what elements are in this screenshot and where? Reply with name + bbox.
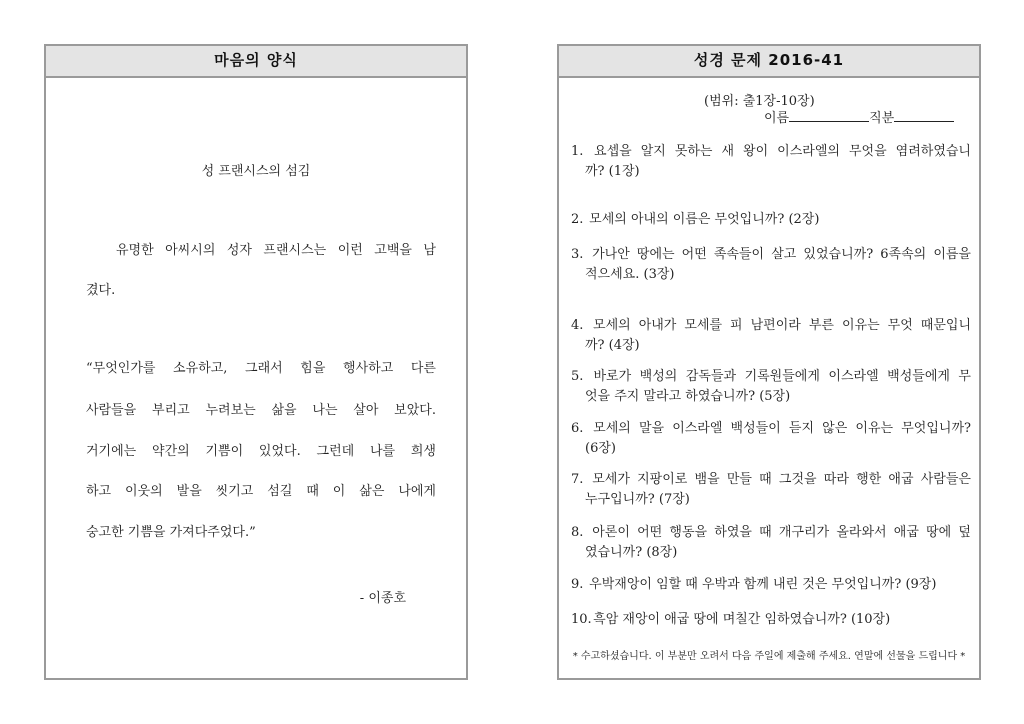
question-number: 4.: [571, 318, 584, 333]
quote-line-3: 거기에는 약간의 기쁨이 있었다. 그런데 나를 희생: [86, 444, 436, 459]
question-number: 1.: [571, 144, 584, 159]
name-role-line: [764, 107, 954, 126]
question-number: 9.: [571, 577, 584, 592]
question-text-cont: (6장): [585, 441, 616, 456]
question-1: [571, 142, 971, 182]
question-text-cont: 까? (1장): [585, 164, 640, 179]
story-title: 성 프랜시스의 섬김: [201, 164, 311, 179]
intro-line-1: 유명한 아씨시의 성자 프랜시스는 이런 고백을 남: [116, 243, 436, 258]
question-text-cont: 적으세요. (3장): [585, 267, 675, 282]
right-panel: [557, 44, 981, 680]
question-text: 가나안 땅에는 어떤 족속들이 살고 있었습니까? 6족속의 이름을: [592, 247, 971, 262]
question-text: 우박재앙이 임할 때 우박과 함께 내린 것은 무엇입니까? (9장): [589, 577, 937, 592]
question-text: 바로가 백성의 감독들과 기록원들에게 이스라엘 백성들에게 무: [593, 369, 971, 384]
right-panel-header: 성경 문제 2016-41: [559, 46, 979, 78]
question-10: [571, 610, 971, 630]
question-text-cont: 누구입니까? (7장): [585, 492, 690, 507]
question-text: 모세가 지팡이로 뱀을 만들 때 그것을 따라 행한 애굽 사람들은: [592, 472, 971, 487]
question-text-cont: 엇을 주지 말라고 하였습니까? (5장): [585, 389, 791, 404]
question-7: [571, 470, 971, 510]
question-2: [571, 210, 971, 230]
left-panel-header: 마음의 양식: [46, 46, 466, 78]
left-panel: [44, 44, 468, 680]
question-number: 5.: [571, 369, 584, 384]
question-text: 모세의 아내가 모세를 피 남편이라 부른 이유는 무엇 때문입니: [593, 318, 971, 333]
name-label: 이름: [764, 111, 790, 126]
question-text: 아론이 어떤 행동을 하였을 때 개구리가 올라와서 애굽 땅에 덮: [592, 525, 971, 540]
question-number: 2.: [571, 212, 584, 227]
question-number: 3.: [571, 247, 584, 262]
question-9: [571, 575, 971, 595]
intro-line-2: 겼다.: [86, 283, 116, 298]
range-label: (범위: 출1장-10장): [704, 94, 815, 109]
question-text: 요셉을 알지 못하는 새 왕이 이스라엘의 무엇을 염려하였습니: [594, 144, 971, 159]
quote-line-2: 사람들을 부리고 누려보는 삶을 나는 살아 보았다.: [86, 403, 436, 418]
question-text: 흑암 재앙이 애굽 땅에 며칠간 임하였습니까? (10장): [593, 612, 891, 627]
role-blank-field[interactable]: [894, 109, 954, 122]
question-5: [571, 367, 971, 407]
question-text: 모세의 말을 이스라엘 백성들이 듣지 않은 이유는 무엇입니까?: [593, 421, 971, 436]
quote-line-5: 숭고한 기쁨을 가져다주었다.”: [86, 525, 256, 540]
quote-line-1: “무엇인가를 소유하고, 그래서 힘을 행사하고 다른: [86, 361, 436, 376]
question-text-cont: 까? (4장): [585, 338, 640, 353]
question-text-cont: 였습니까? (8장): [585, 545, 678, 560]
question-number: 7.: [571, 472, 584, 487]
name-blank-field[interactable]: [789, 109, 869, 122]
question-3: [571, 245, 971, 285]
submission-note: * 수고하셨습니다. 이 부분만 오려서 다음 주일에 제출해 주세요. 연말에 선물을 드립니다 *: [572, 651, 966, 662]
question-6: [571, 419, 971, 459]
author-signature: - 이종호: [359, 591, 406, 606]
question-number: 10.: [571, 612, 592, 627]
question-number: 6.: [571, 421, 584, 436]
question-8: [571, 523, 971, 563]
question-text: 모세의 아내의 이름은 무엇입니까? (2장): [589, 212, 820, 227]
role-label: 직분: [869, 111, 895, 126]
question-4: [571, 316, 971, 356]
question-number: 8.: [571, 525, 584, 540]
quote-line-4: 하고 이웃의 발을 씻기고 섬길 때 이 삶은 나에게: [86, 484, 436, 499]
